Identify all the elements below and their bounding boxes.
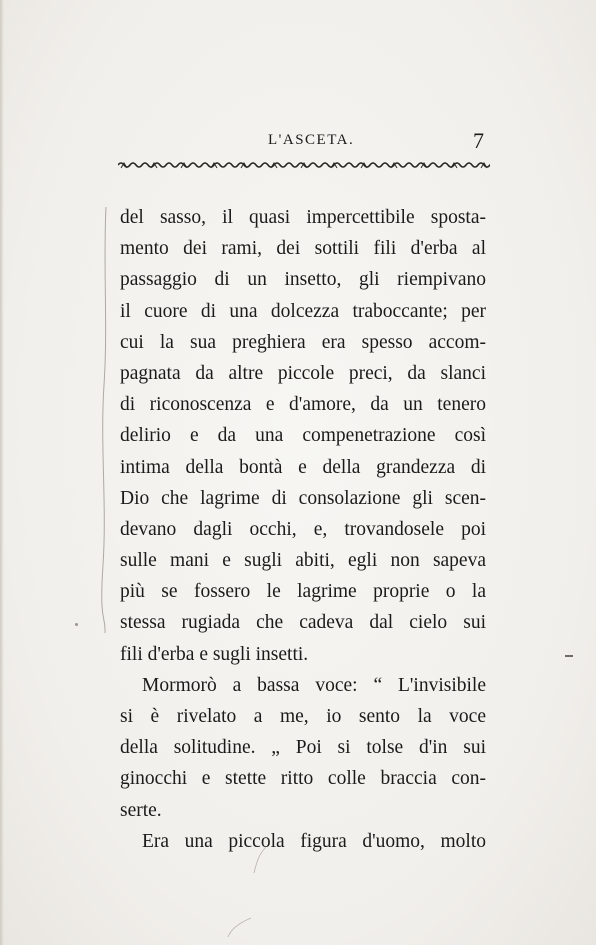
ornamental-rule [118,160,490,170]
text-line: più se fossero le lagrime proprie o la [120,581,486,603]
text-line: fili d'erba e sugli insetti. [120,643,309,665]
paper-speck [565,655,573,657]
text-line: di riconoscenza e d'amore, da un tenero [120,394,486,416]
text-line: del sasso, il quasi impercettibile sposta- [120,207,486,228]
text-line: pagnata da altre piccole preci, da slanci [120,362,486,384]
text-line: Dio che lagrime di consolazione gli scen- [120,487,486,509]
body-text [120,202,486,857]
running-title: L'ASCETA. [268,132,355,148]
text-line: serte. [120,799,162,821]
text-line: intima della bontà e della grandezza di [120,456,486,478]
text-line: il cuore di una dolcezza traboccante; per [120,300,486,322]
text-line: si è rivelato a me, io sento la voce [120,706,486,727]
text-line: mento dei rami, dei sottili fili d'erba al [120,238,486,260]
margin-pencil-mark [100,205,110,635]
text-line: Era una piccola figura d'uomo, molto [142,830,486,852]
text-line: sulle mani e sugli abiti, egli non sapeva [120,550,486,572]
text-line: passaggio di un insetto, gli riempivano [120,269,486,291]
paper-speck [75,623,78,626]
paper-speck [225,915,255,940]
text-line: delirio e da una compenetrazione così [120,425,486,447]
text-line: devano dagli occhi, e, trovandosele poi [120,518,486,540]
text-line: ginocchi e stette ritto colle braccia con- [120,768,486,790]
text-line: Mormorò a bassa voce: “ L'invisibile [142,674,486,696]
paper-speck [250,845,270,875]
text-line: stessa rugiada che cadeva dal cielo sui [120,612,486,634]
page-number: 7 [473,128,484,153]
page-edge-shadow [0,0,4,945]
text-line: cui la sua preghiera era spesso accom- [120,331,486,353]
page-header [118,128,486,158]
text-line: della solitudine. „ Poi si tolse d'in sui [120,737,486,759]
